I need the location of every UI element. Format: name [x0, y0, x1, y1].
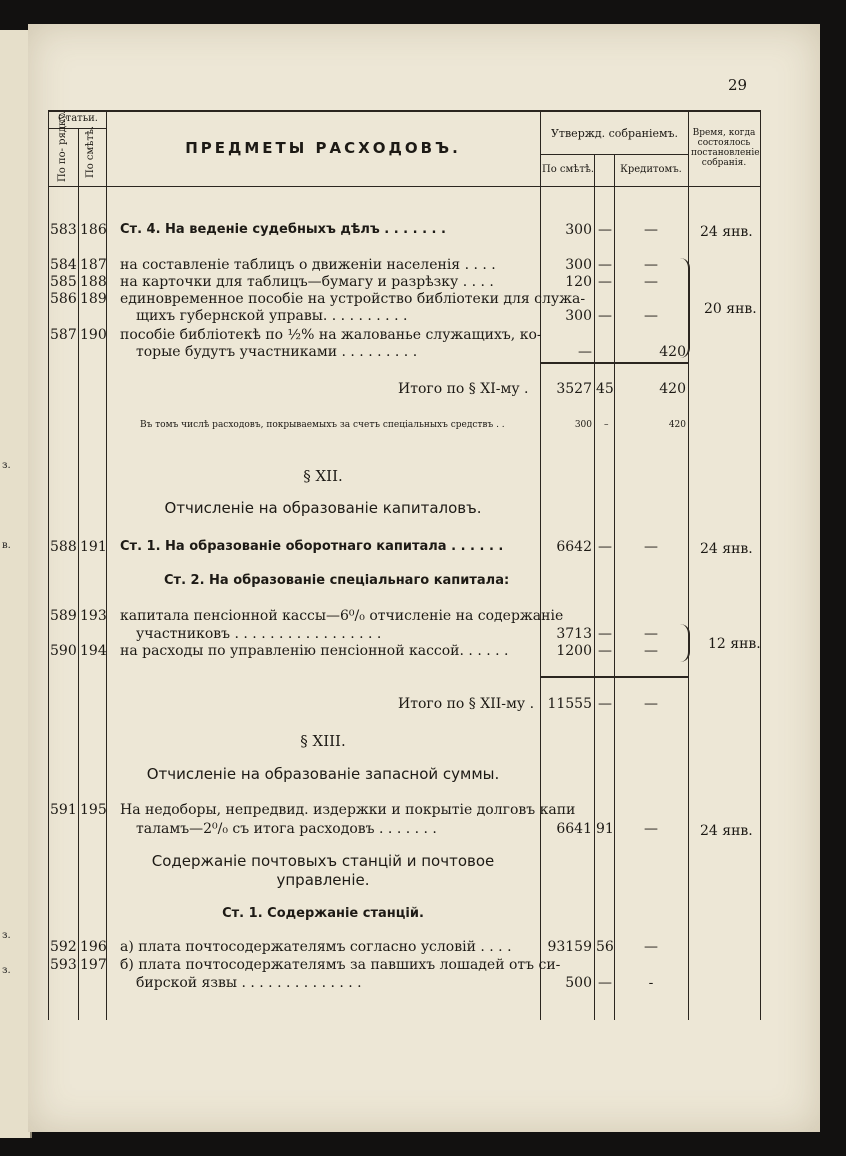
- credit: —: [644, 626, 658, 642]
- kop: —: [598, 975, 612, 991]
- col-rule-n: [78, 128, 79, 1020]
- col-rule-date: [688, 110, 689, 1020]
- row-text: Ст. 4. На веденіе судебныхъ дѣлъ . . . . . . .: [120, 222, 446, 237]
- header-statyi: Статьи.: [58, 113, 98, 124]
- kop: —: [598, 257, 612, 273]
- meeting-date: 24 янв.: [700, 541, 753, 557]
- row-number: 593: [50, 957, 77, 973]
- amount: 300: [565, 222, 592, 238]
- header-title: ПРЕДМЕТЫ РАСХОДОВЪ.: [185, 139, 461, 157]
- credit: -: [648, 975, 654, 991]
- estimate-number: 190: [80, 327, 107, 343]
- row-number: 588: [50, 539, 77, 555]
- estimate-number: 186: [80, 222, 107, 238]
- credit: —: [644, 222, 658, 238]
- article-title: Ст. 1. Содержаніе станцій.: [222, 906, 424, 921]
- spine-mark: з.: [2, 930, 11, 941]
- total-credit: —: [644, 696, 658, 712]
- col-rule-right: [760, 110, 761, 1020]
- total-rule: [540, 676, 688, 678]
- amount: 300: [565, 257, 592, 273]
- header-po-poryadku: По по- рядку.: [57, 110, 68, 182]
- row-number: 584: [50, 257, 77, 273]
- kop: —: [598, 643, 612, 659]
- col-rule-credit: [614, 154, 615, 1020]
- credit: —: [644, 643, 658, 659]
- col-rule-left: [48, 110, 49, 1020]
- row-text: На недоборы, непредвид. издержки и покрытіе долговъ капи: [120, 802, 576, 818]
- special-amount: 300: [574, 420, 592, 430]
- header-time: Время, когда состоялось постановленіе собранія.: [691, 128, 760, 168]
- spine-mark: в.: [2, 540, 11, 551]
- spine-mark: з.: [2, 965, 11, 976]
- header-approved: Утвержд. собраніемъ.: [550, 127, 679, 140]
- page-number: 29: [728, 76, 748, 94]
- table-top-rule: [48, 110, 760, 112]
- header-col-credit: Кредитомъ.: [620, 164, 682, 175]
- row-number: 592: [50, 939, 77, 955]
- meeting-date: 24 янв.: [700, 823, 753, 839]
- approved-rule: [540, 154, 688, 155]
- amount: 6641: [556, 821, 592, 837]
- row-text: Ст. 1. На образованіе оборотнаго капитала . . . . . .: [120, 539, 504, 554]
- estimate-number: 187: [80, 257, 107, 273]
- estimate-number: 195: [80, 802, 107, 818]
- section-mark: § XII.: [303, 467, 343, 485]
- estimate-number: 189: [80, 291, 107, 307]
- total-label: Итого по § XI-му .: [398, 381, 529, 397]
- amount: 6642: [556, 539, 592, 555]
- article-title: Ст. 2. На образованіе спеціальнаго капитала:: [164, 573, 510, 588]
- estimate-number: 194: [80, 643, 107, 659]
- header-col-smeta: По смѣтѣ.: [542, 164, 595, 175]
- credit: —: [644, 821, 658, 837]
- meeting-date: 24 янв.: [700, 224, 753, 240]
- row-number: 583: [50, 222, 77, 238]
- estimate-number: 188: [80, 274, 107, 290]
- col-rule-amount: [540, 110, 541, 1020]
- special-credit: 420: [668, 420, 686, 430]
- section-title: Содержаніе почтовыхъ станцій и почтовое: [151, 852, 495, 870]
- amount: 300: [565, 308, 592, 324]
- section-title: Отчисленіе на образованіе капиталовъ.: [164, 499, 482, 517]
- credit: —: [644, 539, 658, 555]
- row-number: 589: [50, 608, 77, 624]
- kop: 56: [596, 939, 614, 955]
- kop: —: [598, 308, 612, 324]
- row-text: на карточки для таблицъ—бумагу и разрѣзку . . . .: [120, 274, 494, 290]
- kop: 91: [596, 821, 614, 837]
- section-title: Отчисленіе на образованіе запасной суммы.: [146, 765, 500, 783]
- row-text: единовременное пособіе на устройство библіотеки для служа-: [120, 291, 586, 307]
- row-text: на составленіе таблицъ о движеніи населенія . . . .: [120, 257, 496, 273]
- total-credit: 420: [659, 381, 686, 397]
- row-number: 585: [50, 274, 77, 290]
- meeting-date: 20 янв.: [704, 301, 757, 317]
- group-brace: [680, 624, 690, 662]
- row-text-continued: бирской язвы . . . . . . . . . . . . . .: [136, 975, 362, 991]
- estimate-number: 193: [80, 608, 107, 624]
- kop: —: [598, 222, 612, 238]
- row-text-continued: участниковъ . . . . . . . . . . . . . . . . .: [136, 626, 382, 642]
- estimate-number: 197: [80, 957, 107, 973]
- estimate-number: 191: [80, 539, 107, 555]
- section-mark: § XIII.: [300, 732, 346, 750]
- amount: 93159: [547, 939, 592, 955]
- estimate-number: 196: [80, 939, 107, 955]
- credit: 420: [659, 344, 686, 360]
- ledger-page: [28, 24, 820, 1132]
- credit: —: [644, 308, 658, 324]
- total-kop: 45: [596, 381, 614, 397]
- credit: —: [644, 274, 658, 290]
- total-label: Итого по § XII-му .: [398, 696, 535, 712]
- row-number: 590: [50, 643, 77, 659]
- amount: 1200: [556, 643, 592, 659]
- total-rule: [540, 362, 688, 364]
- kop: —: [598, 626, 612, 642]
- credit: —: [644, 939, 658, 955]
- col-rule-kop: [594, 154, 595, 1020]
- row-text-continued: щихъ губернской управы. . . . . . . . . .: [136, 308, 408, 324]
- row-text-continued: торые будутъ участниками . . . . . . . . .: [136, 344, 418, 360]
- row-text: капитала пенсіонной кассы—6⁰/₀ отчисленіе на содержаніе: [120, 608, 564, 624]
- spine-mark: з.: [2, 460, 11, 471]
- row-text: пособіе библіотекѣ по ½% на жалованье служащихъ, ко-: [120, 327, 542, 343]
- col-rule-s: [106, 110, 107, 1020]
- row-text-continued: таламъ—2⁰/₀ съ итога расходовъ . . . . . . .: [136, 821, 437, 837]
- special-kop: –: [604, 420, 609, 430]
- amount: 500: [565, 975, 592, 991]
- row-number: 591: [50, 802, 77, 818]
- total-amount: 3527: [556, 381, 592, 397]
- header-po-smete: По смѣтѣ.: [85, 125, 96, 178]
- row-text: б) плата почтосодержателямъ за павшихъ лошадей отъ си-: [120, 957, 561, 973]
- special-note: Въ томъ числѣ расходовъ, покрываемыхъ за счетъ спеціальныхъ средствъ . .: [140, 420, 505, 430]
- group-brace: [678, 258, 690, 358]
- section-title-continued: управленіе.: [276, 871, 370, 889]
- credit: —: [644, 257, 658, 273]
- total-amount: 11555: [547, 696, 592, 712]
- row-text: на расходы по управленію пенсіонной кассой. . . . . .: [120, 643, 509, 659]
- kop: —: [598, 274, 612, 290]
- amount: —: [578, 344, 592, 360]
- row-text: а) плата почтосодержателямъ согласно условій . . . .: [120, 939, 512, 955]
- amount: 3713: [556, 626, 592, 642]
- row-number: 587: [50, 327, 77, 343]
- amount: 120: [565, 274, 592, 290]
- total-kop: —: [598, 696, 612, 712]
- meeting-date: 12 янв.: [708, 636, 761, 652]
- row-number: 586: [50, 291, 77, 307]
- header-bottom-rule: [48, 186, 760, 187]
- kop: —: [598, 539, 612, 555]
